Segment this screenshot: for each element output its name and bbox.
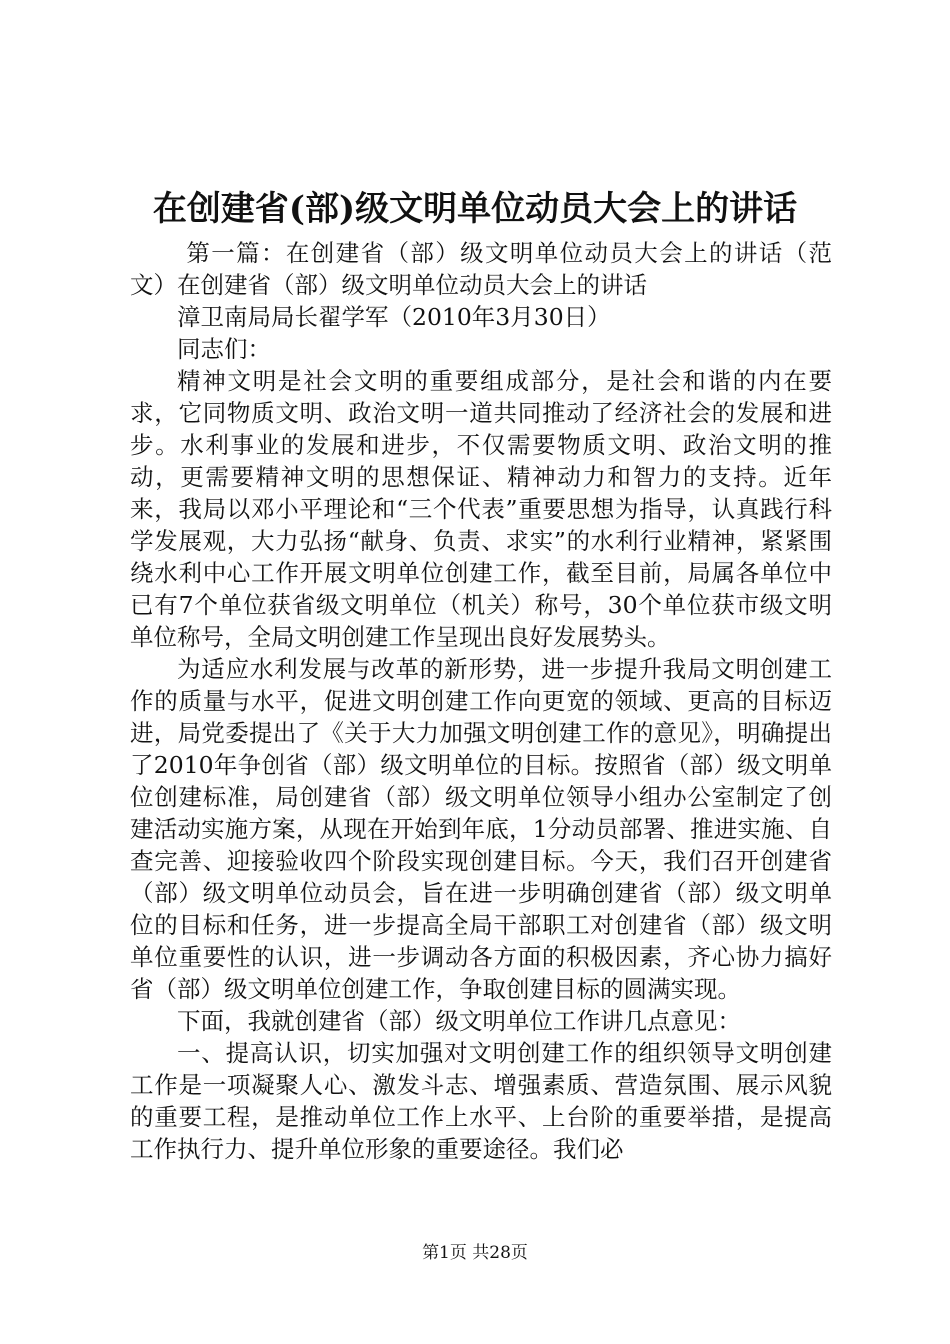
paragraph-body: 一、提高认识，切实加强对文明创建工作的组织领导文明创建工作是一项凝聚人心、激发斗志、增强素质、营造氛围、展示风貌的重要工程，是推动单位工作上水平、上台阶的重要举措，是提高工作执行力、提升单位形象的重要途径。我们必 [130, 1039, 832, 1163]
document-body [130, 237, 832, 1165]
document-title: 在创建省(部)级文明单位动员大会上的讲话 [152, 189, 798, 229]
paragraph-body: 下面，我就创建省（部）级文明单位工作讲几点意见： [177, 1007, 741, 1035]
page-footer: 第1页 共28页 [422, 1243, 528, 1263]
paragraph-heading: 第一篇：在创建省（部）级文明单位动员大会上的讲话（范文）在创建省（部）级文明单位动员大会上的讲话 [130, 239, 832, 299]
paragraph-speaker: 漳卫南局局长翟学军（2010年3月30日） [177, 303, 611, 331]
paragraph-body: 为适应水利发展与改革的新形势，进一步提升我局文明创建工作的质量与水平，促进文明创建工作向更宽的领域、更高的目标迈进，局党委提出了《关于大力加强文明创建工作的意见》，明确提出了2010年争创省（部）级文明单位的目标。按照省（部）级文明单位创建标准，局创建省（部）级文明单位领导小组办公室制定了创建活动实施方案，从现在开始到年底，1分动员部署、推进实施、自查完善、迎接验收四个阶段实现创建目标。今天，我们召开创建省（部）级文明单位动员会，旨在进一步明确创建省（部）级文明单位的目标和任务，进一步提高全局干部职工对创建省（部）级文明单位重要性的认识，进一步调动各方面的积极因素，齐心协力搞好省（部）级文明单位创建工作，争取创建目标的圆满实现。 [130, 655, 832, 1003]
paragraph-body: 精神文明是社会文明的重要组成部分，是社会和谐的内在要求，它同物质文明、政治文明一道共同推动了经济社会的发展和进步。水利事业的发展和进步，不仅需要物质文明、政治文明的推动，更需要精神文明的思想保证、精神动力和智力的支持。近年来，我局以邓小平理论和“三个代表”重要思想为指导，认真践行科学发展观，大力弘扬“献身、负责、求实”的水利行业精神，紧紧围绕水利中心工作开展文明单位创建工作，截至目前，局属各单位中已有7个单位获省级文明单位（机关）称号，30个单位获市级文明单位称号，全局文明创建工作呈现出良好发展势头。 [130, 367, 832, 651]
paragraph-salutation: 同志们： [177, 335, 271, 363]
